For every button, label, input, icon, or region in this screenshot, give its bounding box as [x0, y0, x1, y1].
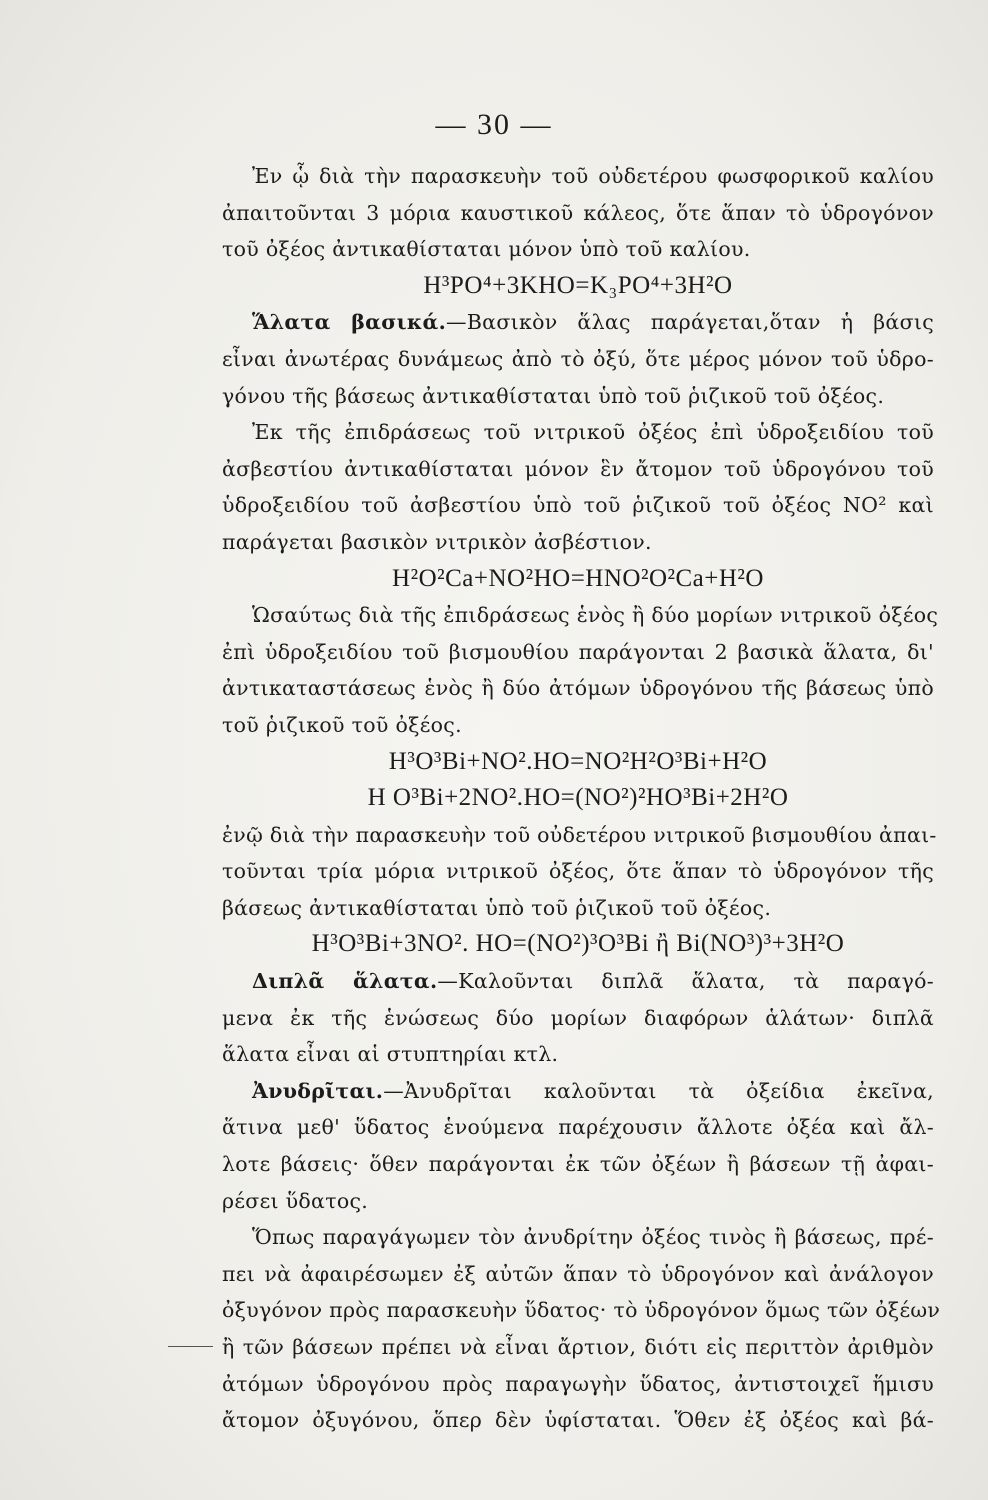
body-text	[222, 158, 941, 1439]
line-text: πει νὰ ἀφαιρέσωμεν ἐξ αὐτῶν ἅπαν τὸ ὑδρογόνον καὶ ἀνάλογον	[222, 1261, 934, 1286]
page-number: — 30 —	[435, 108, 553, 141]
formula-text: H O³Bi+2NO².HO=(NO²)²HO³Bi+2H²O	[367, 784, 789, 812]
line-text: μενα ἐκ τῆς ἑνώσεως δύο μορίων διαφόρων ἁλάτων· διπλᾶ	[222, 1005, 934, 1030]
text-line	[222, 597, 939, 634]
section-heading: Διπλᾶ ἅλατα.	[252, 969, 438, 994]
text-line	[222, 524, 934, 561]
line-text: ἅτινα μεθ' ὕδατος ἑνούμενα παρέχουσιν ἄλλοτε ὀξέα καὶ ἄλ-	[222, 1115, 934, 1140]
line-text: Ὡσαύτως διὰ τῆς ἐπιδράσεως ἑνὸς ἢ δύο μορίων νιτρικοῦ ὀξέος	[252, 603, 939, 628]
line-text: ἀσβεστίου ἀντικαθίσταται μόνον ἓν ἄτομον τοῦ ὑδρογόνου τοῦ	[222, 456, 934, 481]
text-line	[222, 707, 934, 744]
line-text: —Ἀνυδρῖται καλοῦνται τὰ ὀξείδια ἐκεῖνα,	[383, 1078, 934, 1103]
section-heading: Ἀνυδρῖται.	[252, 1078, 384, 1103]
margin-rule	[168, 1346, 213, 1347]
text-line	[222, 414, 934, 451]
line-text: Ὅπως παραγάγωμεν τὸν ἀνυδρίτην ὀξέος τινὸς ἢ βάσεως, πρέ-	[252, 1225, 934, 1250]
text-line	[222, 963, 934, 1000]
formula-line	[222, 561, 934, 598]
text-line	[222, 1109, 934, 1146]
line-text: εἶναι ἀνωτέρας δυνάμεως ἀπὸ τὸ ὀξύ, ὅτε μέρος μόνον τοῦ ὑδρο-	[222, 346, 934, 371]
line-text: βάσεως ἀντικαθίσταται ὑπὸ τοῦ ῥιζικοῦ τοῦ ὀξέος.	[222, 895, 772, 920]
formula-line	[222, 268, 934, 305]
formula-text: H³O³Bi+3NO². HO=(NO²)³O³Bi ἢ Bi(NO³)³+3H²O	[311, 930, 845, 958]
text-line	[222, 853, 934, 890]
line-text: —Βασικὸν ἅλας παράγεται,ὅταν ἡ βάσις	[446, 310, 934, 335]
text-line	[222, 1366, 934, 1403]
text-line	[222, 231, 934, 268]
text-line	[222, 1219, 934, 1256]
line-text: ἐνῷ διὰ τὴν παρασκευὴν τοῦ οὐδετέρου νιτρικοῦ βισμουθίου ἀπαι-	[222, 822, 937, 847]
section-heading: Ἅλατα βασικά.	[252, 310, 447, 335]
line-text: ἅλατα εἶναι αἱ στυπτηρίαι κτλ.	[222, 1042, 559, 1067]
formula-line	[222, 744, 934, 781]
line-text: Ἐν ᾧ διὰ τὴν παρασκευὴν τοῦ οὐδετέρου φωσφορικοῦ καλίου	[252, 164, 934, 188]
text-line	[222, 341, 934, 378]
formula-text: H³PO⁴+3KHO=K₃PO⁴+3H²O	[423, 271, 733, 299]
line-text: τοῦνται τρία μόρια νιτρικοῦ ὀξέος, ὅτε ἅπαν τὸ ὑδρογόνον τῆς	[222, 859, 934, 884]
text-line	[222, 1329, 934, 1366]
text-line	[222, 1183, 934, 1220]
line-text: ρέσει ὕδατος.	[222, 1188, 369, 1213]
text-line	[222, 1146, 934, 1183]
line-text: ἄτομον ὀξυγόνου, ὅπερ δὲν ὑφίσταται. Ὅθεν ἐξ ὀξέος καὶ βά-	[222, 1408, 934, 1433]
text-line	[222, 817, 937, 854]
text-line	[222, 158, 934, 195]
formula-line	[222, 780, 934, 817]
text-line	[222, 634, 934, 671]
line-text: Ἐκ τῆς ἐπιδράσεως τοῦ νιτρικοῦ ὀξέος ἐπὶ ὑδροξειδίου τοῦ	[252, 420, 934, 445]
text-line	[222, 378, 934, 415]
text-line	[222, 670, 934, 707]
text-line	[222, 487, 934, 524]
line-text: ἢ τῶν βάσεων πρέπει νὰ εἶναι ἄρτιον, διότι εἰς περιττὸν ἀριθμὸν	[222, 1335, 934, 1359]
line-text: —Καλοῦνται διπλᾶ ἅλατα, τὰ παραγό-	[437, 969, 934, 994]
text-line	[222, 1256, 934, 1293]
text-line	[222, 1000, 934, 1037]
text-line	[222, 1292, 941, 1329]
text-line	[222, 1036, 934, 1073]
line-text: ἐπὶ ὑδροξειδίου τοῦ βισμουθίου παράγονται 2 βασικὰ ἅλατα, δι'	[222, 639, 934, 664]
line-text: γόνου τῆς βάσεως ἀντικαθίσταται ὑπὸ τοῦ ῥιζικοῦ τοῦ ὀξέος.	[222, 383, 885, 408]
line-text: τοῦ ῥιζικοῦ τοῦ ὀξέος.	[222, 712, 462, 737]
line-text: ἀντικαταστάσεως ἑνὸς ἢ δύο ἀτόμων ὑδρογόνου τῆς βάσεως ὑπὸ	[222, 676, 934, 701]
formula-text: H²O²Ca+NO²HO=HNO²O²Ca+H²O	[392, 564, 764, 592]
text-line	[222, 451, 934, 488]
formula-text: H³O³Bi+NO².HO=NO²H²O³Bi+H²O	[388, 747, 768, 775]
text-line	[222, 304, 934, 341]
line-text: παράγεται βασικὸν νιτρικὸν ἀσβέστιον.	[222, 529, 652, 554]
line-text: λοτε βάσεις· ὅθεν παράγονται ἐκ τῶν ὀξέων ἢ βάσεων τῇ ἀφαι-	[222, 1152, 934, 1177]
formula-line	[222, 926, 934, 963]
text-line	[222, 195, 934, 232]
line-text: ἀπαιτοῦνται 3 μόρια καυστικοῦ κάλεος, ὅτε ἅπαν τὸ ὑδρογόνον	[222, 200, 934, 225]
line-text: τοῦ ὀξέος ἀντικαθίσταται μόνον ὑπὸ τοῦ καλίου.	[222, 237, 751, 262]
line-text: ἀτόμων ὑδρογόνου πρὸς παραγωγὴν ὕδατος, ἀντιστοιχεῖ ἥμισυ	[222, 1371, 934, 1396]
text-line	[222, 1073, 934, 1110]
text-line	[222, 890, 934, 927]
line-text: ὀξυγόνον πρὸς παρασκευὴν ὕδατος· τὸ ὑδρογόνον ὅμως τῶν ὀξέων	[222, 1298, 941, 1323]
text-line	[222, 1402, 934, 1439]
line-text: ὑδροξειδίου τοῦ ἀσβεστίου ὑπὸ τοῦ ῥιζικοῦ τοῦ ὀξέος NO² καὶ	[222, 493, 934, 518]
